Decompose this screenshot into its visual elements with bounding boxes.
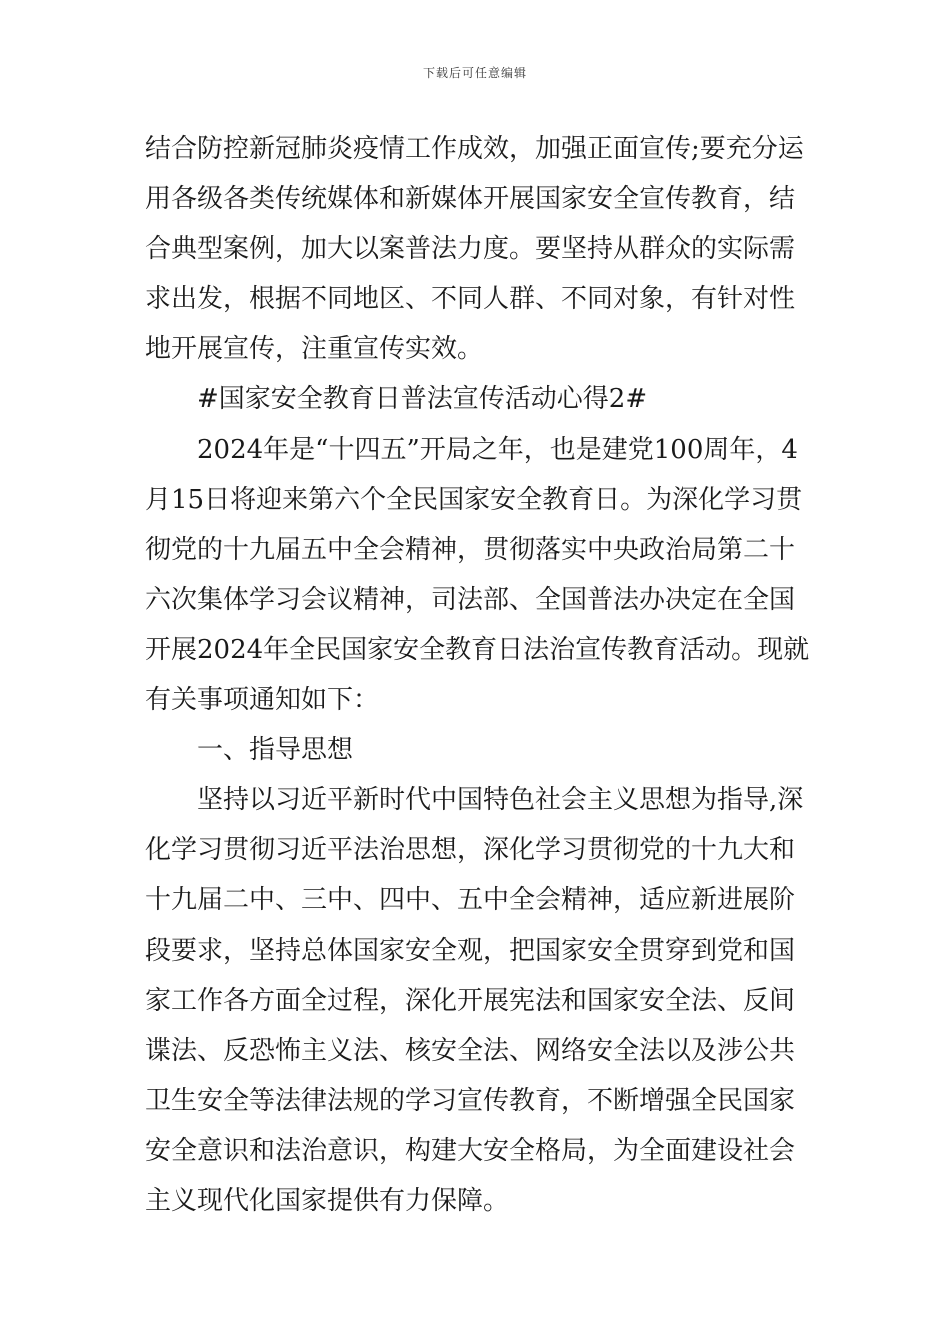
paragraph-start: 坚持以习近平新时代中国特色社会主义思想为指导,深 — [197, 785, 804, 816]
text-line: 主义现代化国家提供有力保障。 — [145, 1185, 510, 1216]
text-line: 合典型案例，加大以案普法力度。要坚持从群众的实际需 — [145, 234, 796, 265]
paragraph-start: 2024年是“十四五”开局之年，也是建党100周年，4 — [197, 434, 798, 465]
text-line: 安全意识和法治意识，构建大安全格局，为全面建设社会 — [145, 1135, 796, 1166]
page-header: 下载后可任意编辑 — [422, 66, 527, 80]
text-line: 有关事项通知如下： — [145, 685, 380, 716]
text-line: 卫生安全等法律法规的学习宣传教育，不断增强全民国家 — [145, 1085, 796, 1116]
text-line: 用各级各类传统媒体和新媒体开展国家安全宣传教育，结 — [145, 184, 796, 215]
text-line: 求出发，根据不同地区、不同人群、不同对象，有针对性 — [145, 284, 796, 315]
text-line: 家工作各方面全过程，深化开展宪法和国家安全法、反间 — [145, 985, 796, 1016]
text-line: 十九届二中、三中、四中、五中全会精神，适应新进展阶 — [145, 885, 796, 916]
document-body — [145, 124, 810, 1226]
text-line: 彻党的十九届五中全会精神，贯彻落实中央政治局第二十 — [145, 534, 796, 565]
text-line: 六次集体学习会议精神，司法部、全国普法办决定在全国 — [145, 584, 796, 615]
text-line: 开展2024年全民国家安全教育日法治宣传教育活动。现就 — [145, 634, 810, 665]
text-line: 地开展宣传，注重宣传实效。 — [145, 334, 484, 365]
text-line: 谍法、反恐怖主义法、核安全法、网络安全法以及涉公共 — [145, 1035, 796, 1066]
text-line: 段要求，坚持总体国家安全观，把国家安全贯穿到党和国 — [145, 935, 796, 966]
text-line: 结合防控新冠肺炎疫情工作成效，加强正面宣传;要充分运 — [145, 134, 804, 164]
text-line: 月15日将迎来第六个全民国家安全教育日。为深化学习贯 — [145, 484, 803, 515]
section-heading: #国家安全教育日普法宣传活动心得2# — [197, 384, 648, 415]
subsection-heading: 一、指导思想 — [197, 735, 354, 766]
text-line: 化学习贯彻习近平法治思想，深化学习贯彻党的十九大和 — [145, 835, 796, 866]
